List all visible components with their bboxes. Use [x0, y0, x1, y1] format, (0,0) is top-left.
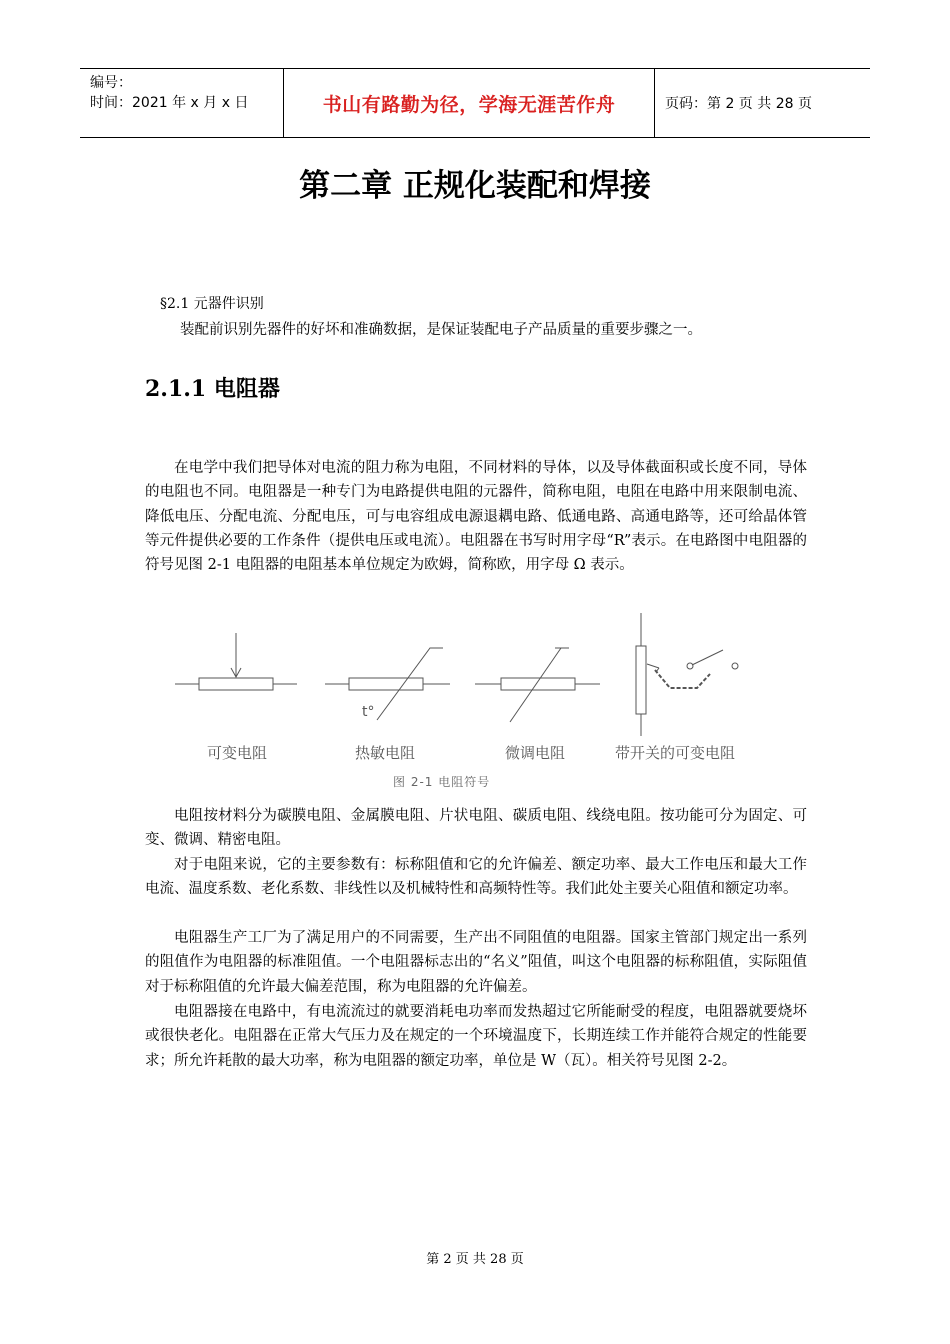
variable-resistor-symbol	[175, 633, 297, 690]
label-trimmer-resistor: 微调电阻	[505, 744, 566, 762]
page-footer: 第 2 页 共 28 页	[426, 1252, 524, 1267]
doc-date: 时间：2021 年 x 月 x 日	[90, 95, 249, 111]
paragraph-nominal-value: 电阻器生产工厂为了满足用户的不同需要，生产出不同阻值的电阻器。国家主管部门规定出一系列的阻值作为电阻器的标准阻值。一个电阻器标志出的“名义”阻值，叫这个电阻器的标称阻值，实际阻值对于标称阻值的允许最大偏差范围，称为电阻器的允许偏差。	[145, 930, 807, 995]
page-header	[80, 68, 870, 138]
header-page-info: 页码：第 2 页 共 28 页	[665, 96, 812, 112]
thermistor-symbol	[325, 648, 450, 720]
label-switched-variable-resistor: 带开关的可变电阻	[615, 744, 736, 762]
paragraph-rated-power: 电阻器接在电路中，有电流流过的就要消耗电功率而发热超过它所能耐受的程度，电阻器就要烧坏或很快老化。电阻器在正常大气压力及在规定的一个环境温度下，长期连续工作并能符合规定的性能要求；所允许耗散的最大功率，称为电阻器的额定功率，单位是 W（瓦）。相关符号见图 2-2。	[145, 1004, 807, 1069]
motto: 书山有路勤为径，学海无涯苦作舟	[322, 93, 616, 116]
lead-text: 装配前识别先器件的好坏和准确数据，是保证装配电子产品质量的重要步骤之一。	[180, 322, 702, 338]
section-title: §2.1 元器件识别	[160, 296, 264, 312]
figure-caption: 图 2-1 电阻符号	[393, 775, 491, 789]
paragraph-classification: 电阻按材料分为碳膜电阻、金属膜电阻、片状电阻、碳质电阻、线绕电阻。按功能可分为固定、可变、微调、精密电阻。	[145, 808, 807, 849]
doc-number: 编号：	[90, 75, 132, 91]
figure-resistor-symbols	[165, 608, 765, 798]
paragraph-parameters: 对于电阻来说，它的主要参数有：标称阻值和它的允许偏差、额定功率、最大工作电压和最大工作电流、温度系数、老化系数、非线性以及机械特性和高频特性等。我们此处主要关心阻值和额定功率。	[145, 857, 807, 898]
header-meta	[80, 69, 283, 137]
trimmer-resistor-symbol	[475, 648, 600, 722]
label-variable-resistor: 可变电阻	[207, 744, 268, 762]
label-thermistor: 热敏电阻	[355, 744, 416, 762]
paragraph-intro: 在电学中我们把导体对电流的阻力称为电阻，不同材料的导体，以及导体截面积或长度不同，导体的电阻也不同。电阻器是一种专门为电路提供电阻的元器件，简称电阻，电阻在电路中用来限制电流、降低电压、分配电流、分配电压，可与电容组成电源退耦电路、低通电路、高通电路等，还可给晶体管等元件提供必要的工作条件（提供电压或电流）。电阻器在书写时用字母“R”表示。在电路图中电阻器的符号见图 2-1 电阻器的电阻基本单位规定为欧姆，简称欧，用字母 Ω 表示。	[145, 460, 807, 574]
switched-variable-resistor-symbol	[636, 613, 738, 736]
chapter-title: 第二章 正规化装配和焊接	[299, 168, 651, 204]
resistor-symbols-diagram	[165, 608, 765, 738]
subsection-title: 2.1.1 电阻器	[145, 376, 280, 402]
thermistor-t-mark: t°	[362, 704, 375, 720]
header-motto-cell	[283, 69, 655, 137]
